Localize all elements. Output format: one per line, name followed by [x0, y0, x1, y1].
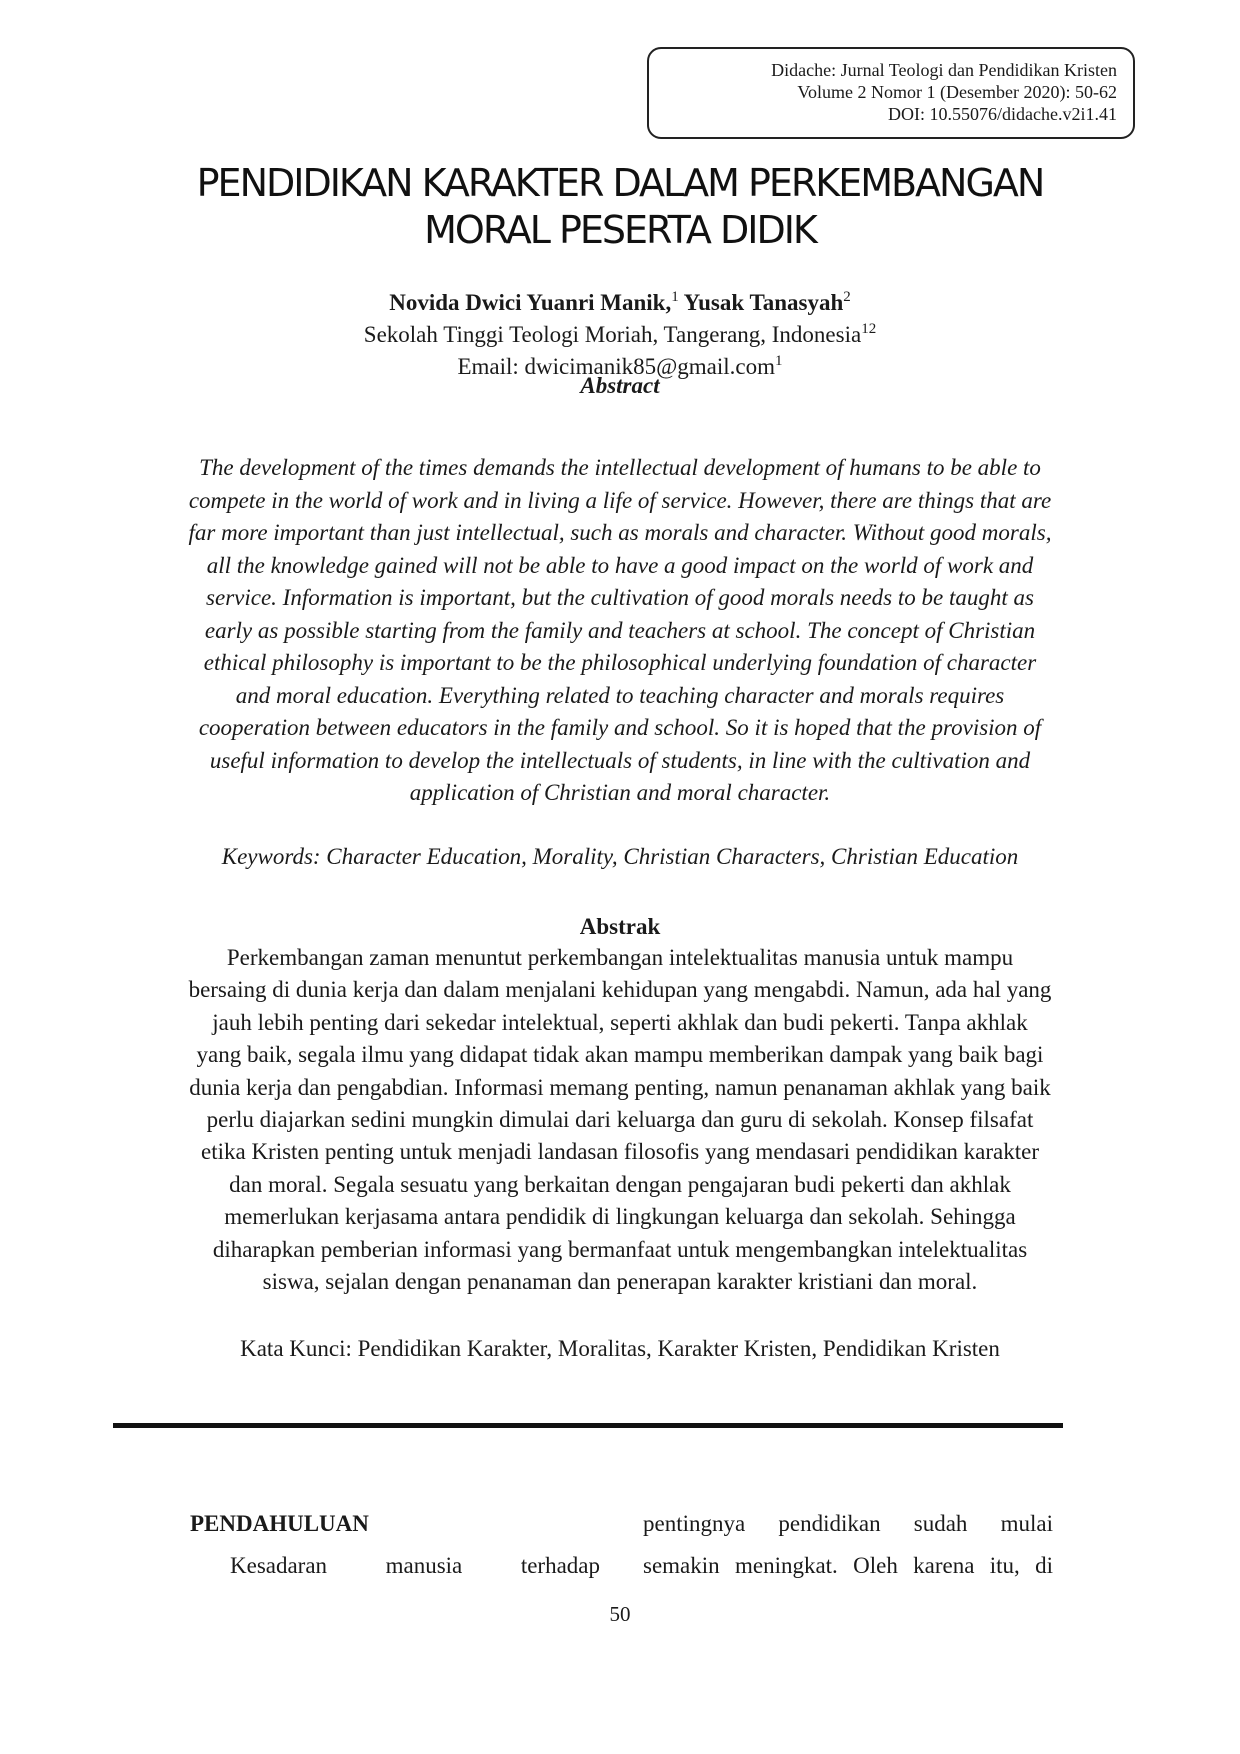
body-right-line-1	[643, 1503, 1053, 1545]
word: meningkat.	[734, 1553, 838, 1578]
abstract-id-line: memerlukan kerjasama antara pendidik di lingkungan keluarga dan sekolah. Sehingga	[224, 1204, 1016, 1230]
abstract-id-line: Perkembangan zaman menuntut perkembangan intelektualitas manusia untuk mampu	[226, 945, 1014, 970]
abstract-id-line: dan moral. Segala sesuatu yang berkaitan dengan pengajaran budi pekerti dan akhlak	[229, 1171, 1011, 1197]
author-block	[100, 287, 1140, 383]
body-left-line	[190, 1545, 600, 1587]
abstract-en-line: useful information to develop the intellectuals of students, in line with the cultivation and	[209, 747, 1031, 773]
abstract-en-line: application of Christian and moral character.	[409, 780, 831, 805]
word: itu,	[989, 1553, 1020, 1578]
author-1-sup: 1	[671, 289, 679, 305]
journal-volume: Volume 2 Nomor 1 (Desember 2020): 50-62	[797, 82, 1117, 102]
abstract-id-body	[100, 942, 1140, 1298]
abstract-en-body	[100, 452, 1140, 810]
author-email-text: Email: dwicimanik85@gmail.com	[457, 354, 776, 379]
keywords-id: Kata Kunci: Pendidikan Karakter, Moralitas, Karakter Kristen, Pendidikan Kristen	[240, 1336, 1000, 1361]
section-heading: PENDAHULUAN	[190, 1511, 369, 1536]
section-divider	[113, 1423, 1063, 1428]
body-column-left	[190, 1503, 600, 1587]
abstract-id-heading: Abstrak	[579, 914, 661, 939]
journal-doi: DOI: 10.55076/didache.v2i1.41	[888, 104, 1117, 124]
abstract-en-line: far more important than just intellectual, such as morals and character. Without good morals,	[188, 520, 1052, 545]
abstract-id-line: diharapkan pemberian informasi yang bermanfaat untuk mengembangkan intelektualitas	[212, 1236, 1028, 1262]
abstract-en-line: all the knowledge gained will not be able to have a good impact on the world of work and	[206, 552, 1034, 578]
affiliation-sup: 12	[861, 321, 877, 337]
abstract-id-line: yang baik, segala ilmu yang didapat tidak akan mampu memberikan dampak yang baik bagi	[196, 1042, 1044, 1068]
word: mulai	[1000, 1511, 1053, 1536]
page-number: 50	[609, 1602, 631, 1626]
abstract-en-line: early as possible starting from the family and teachers at school. The concept of Christian	[204, 617, 1036, 643]
word: manusia	[385, 1553, 463, 1578]
journal-name: Didache: Jurnal Teologi dan Pendidikan Kristen	[771, 60, 1117, 80]
paper-title-line-2: MORAL PESERTA DIDIK	[424, 208, 816, 252]
abstract-en-line: service. Information is important, but the cultivation of good morals needs to be taught as	[206, 585, 1034, 610]
abstract-en-heading: Abstract	[580, 373, 660, 398]
abstract-en-line: compete in the world of work and in living a life of service. However, there are things that are	[188, 487, 1052, 513]
abstract-id-line: perlu diajarkan sedini mungkin dimulai dari keluarga dan guru di sekolah. Konsep filsafat	[206, 1107, 1034, 1133]
author-names	[100, 287, 1140, 319]
abstract-id-line: etika Kristen penting untuk menjadi landasan filosofis yang mendasari pendidikan karakter	[201, 1139, 1039, 1165]
abstract-en-line: cooperation between educators in the family and school. So it is hoped that the provision of	[198, 715, 1042, 740]
word: semakin	[643, 1553, 720, 1578]
affiliation-text: Sekolah Tinggi Teologi Moriah, Tangerang, Indonesia	[363, 322, 862, 347]
paper-title-line-1: PENDIDIKAN KARAKTER DALAM PERKEMBANGAN	[196, 161, 1044, 205]
author-email-sup: 1	[775, 353, 783, 369]
author-1: Novida Dwici Yuanri Manik,	[389, 290, 672, 315]
abstract-id-line: jauh lebih penting dari sekedar intelektual, seperti akhlak dan budi pekerti. Tanpa akhlak	[212, 1009, 1028, 1035]
word: sudah	[913, 1511, 968, 1536]
paper-title	[100, 160, 1140, 254]
abstract-en-line: ethical philosophy is important to be the philosophical underlying foundation of character	[203, 650, 1037, 675]
body-right-line-2	[643, 1545, 1053, 1587]
word: pendidikan	[778, 1511, 881, 1536]
word: di	[1035, 1553, 1053, 1578]
keywords-en: Keywords: Character Education, Morality, Christian Characters, Christian Education	[221, 844, 1019, 869]
word: Oleh	[853, 1553, 898, 1578]
word: karena	[913, 1553, 975, 1578]
abstract-en-line: The development of the times demands the intellectual development of humans to be able to	[199, 455, 1041, 480]
abstract-id-line: dunia kerja dan pengabdian. Informasi memang penting, namun penanaman akhlak yang baik	[189, 1074, 1051, 1100]
word: Kesadaran	[230, 1553, 328, 1578]
journal-header-box	[647, 47, 1135, 139]
word: pentingnya	[643, 1511, 746, 1536]
abstract-id-line: siswa, sejalan dengan penanaman dan penerapan karakter kristiani dan moral.	[262, 1269, 978, 1295]
author-2-sup: 2	[843, 289, 851, 305]
abstract-en-line: and moral education. Everything related to teaching character and morals requires	[235, 682, 1005, 708]
body-column-right	[643, 1503, 1053, 1587]
affiliation	[100, 319, 1140, 351]
word: terhadap	[520, 1553, 600, 1578]
author-2: Yusak Tanasyah	[683, 290, 844, 315]
abstract-id-line: bersaing di dunia kerja dan dalam menjalani kehidupan yang mengabdi. Namun, ada hal yang	[188, 977, 1052, 1003]
